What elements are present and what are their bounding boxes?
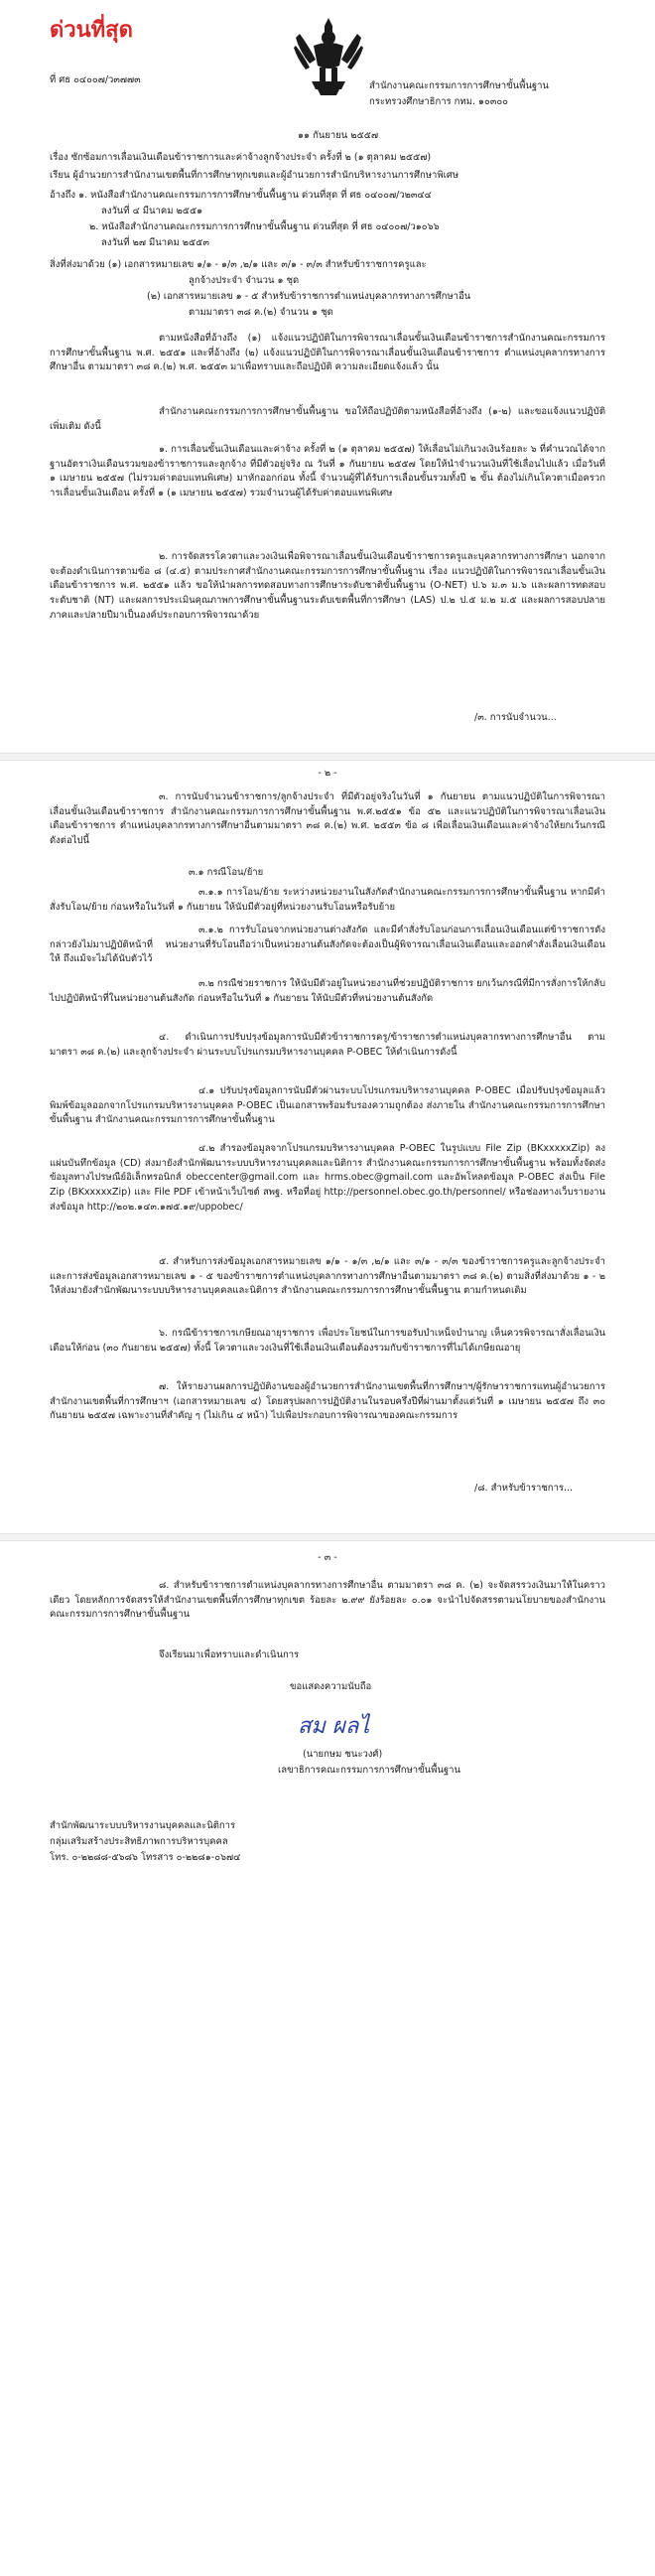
paragraph-item-4: ๔. ดำเนินการปรับปรุงข้อมูลการนับมีตัวข้าราชการครู/ข้าราชการตำแหน่งบุคลากรทางการศึกษาอื่น ตามมาตรา ๓๘ ค.(๒) และลูกจ้างประจำ ผ่านระบบโปรแกรมบริหารงานบุคคล P-OBEC ให้ดำเนินการดังนี้ — [50, 1032, 605, 1058]
page-break — [0, 753, 655, 761]
reference-1-date: ลงวันที่ ๔ มีนาคม ๒๕๕๑ — [101, 206, 203, 216]
signer-name: (นายกษม ชนะวงศ์) — [303, 1749, 383, 1760]
org-line-2: กระทรวงศึกษาธิการ กทม. ๑๐๓๐๐ — [369, 96, 508, 107]
department-line-1: สำนักพัฒนาระบบบริหารงานบุคคลและนิติการ — [50, 1820, 236, 1831]
enclosure-2: (๒) เอกสารหมายเลข ๑ - ๕ สำหรับข้าราชการตำแหน่งบุคลากรทางการศึกษาอื่น — [147, 291, 471, 302]
letter-date: ๑๑ กันยายน ๒๕๕๗ — [298, 130, 379, 141]
signature: สม ผลไ — [298, 1714, 370, 1739]
paragraph-item-1: ๑. การเลื่อนขั้นเงินเดือนและค่าจ้าง ครั้งที่ ๒ (๑ ตุลาคม ๒๕๕๗) ให้เลื่อนไม่เกินวงเงินร้อยละ ๖ ที่คำนวณได้จากฐานอัตราเงินเดือนรวมของข้าราชการและลูกจ้าง ที่มีตัวอยู่จริง ณ วันที่ ๑ กันยายน ๒๕๕๗ โดยให้นำจำนวนเงินที่ใช้เลื่อนไปแล้ว เมื่อวันที่ ๑ เมษายน ๒๕๕๗ (ไม่รวมค่าตอบแทนพิเศษ) มาหักออกก่อน ทั้งนี้ จำนวนผู้ที่ได้รับการเลื่อนขั้นรวมทั้งปี ๒ ขั้น ต้องไม่เกินโควตาเมื่อครวการเลื่อนขั้นเงินเดือน ครั้งที่ ๑ (๑ เมษายน ๒๕๕๗) รวมจำนวนผู้ได้รับค่าตอบแทนพิเศษ — [50, 444, 605, 500]
enclosure-1-qty: ลูกจ้างประจำ จำนวน ๑ ชุด — [189, 275, 300, 286]
paragraph-item-3: ๓. การนับจำนวนข้าราชการ/ลูกจ้างประจำ ที่มีตัวอยู่จริงในวันที่ ๑ กันยายน ตามแนวปฏิบัติในการพิจารณาเลื่อนขั้นเงินเดือนข้าราชการ สำนักงานคณะกรรมการการศึกษาขั้นพื้นฐาน พ.ศ.๒๕๕๑ ข้อ ๕๒ และแนวปฏิบัติในการพิจารณาเลื่อนเงินเดือนข้าราชการ ตำแหน่งบุคลากรทางการศึกษาอื่นตามมาตรา ๓๘ ค.(๒) พ.ศ. ๒๕๕๓ ข้อ ๘ เพื่อเลื่อนเงินเดือนและค่าจ้างให้ยกเว้นกรณี ดังต่อไปนี้ — [50, 791, 605, 847]
reference-1: อ้างถึง ๑. หนังสือสำนักงานคณะกรรมการการศึกษาขั้นพื้นฐาน ด่วนที่สุด ที่ ศธ ๐๔๐๐๗/ว๒๓๔๔ — [50, 190, 432, 201]
garuda-seal-icon — [294, 12, 363, 99]
paragraph-request: สำนักงานคณะกรรมการการศึกษาขั้นพื้นฐาน ขอให้ถือปฏิบัติตามหนังสือที่อ้างถึง (๑-๒) และขอแจ้งแนวปฏิบัติเพิ่มเติม ดังนี้ — [50, 406, 605, 432]
signer-title: เลขาธิการคณะกรรมการการศึกษาขั้นพื้นฐาน — [278, 1765, 460, 1776]
page-number-3: - ๓ - — [318, 1552, 337, 1563]
continued-marker-2: /๘. สำหรับข้าราชการ... — [474, 1483, 574, 1494]
section-3-1-1: ๓.๑.๑ การโอน/ย้าย ระหว่างหน่วยงานในสังกัดสำนักงานคณะกรรมการการศึกษาขั้นพื้นฐาน หากมีคำสั่งรับโอน/ย้าย ก่อนหรือในวันที่ ๑ กันยายน ให้นับมีตัวอยู่ที่หน่วยงานรับโอนหรือรับย้าย — [50, 887, 605, 913]
paragraph-item-6: ๖. กรณีข้าราชการเกษียณอายุราชการ เพื่อประโยชน์ในการขอรับบำเหน็จบำนาญ เห็นควรพิจารณาสั่งเลื่อนเงินเดือนให้ก่อน (๓๐ กันยายน ๒๕๕๗) ทั้งนี้ โควตาและวงเงินที่ใช้เลื่อนเงินเดือนต้องรวมกับข้าราชการที่ไม่ได้เกษียณอายุ — [50, 1328, 605, 1354]
reference-2: ๒. หนังสือสำนักงานคณะกรรมการการศึกษาขั้นพื้นฐาน ด่วนที่สุด ที่ ศธ ๐๔๐๐๗/ว๑๐๖๖ — [89, 221, 440, 232]
page-break-2 — [0, 1533, 655, 1541]
paragraph-item-2: ๒. การจัดสรรโควตาและวงเงินเพื่อพิจารณาเลื่อนขั้นเงินเดือนข้าราชการครูและบุคลากรทางการศึกษา นอกจากจะต้องดำเนินการตามข้อ ๘ (๔.๕) ตามประกาศสำนักงานคณะกรรมการการศึกษาขั้นพื้นฐาน เรื่อง แนวปฏิบัติในการพิจารณาเลื่อนขั้นเงินเดือนข้าราชการ พ.ศ. ๒๕๕๑ แล้ว ขอให้นำผลการทดสอบทางการศึกษาระดับชาติขั้นพื้นฐาน (O-NET) ป.๖ ม.๓ ม.๖ และผลการทดสอบระดับชาติ (NT) และผลการประเมินคุณภาพการศึกษาขั้นพื้นฐานระดับเขตพื้นที่การศึกษา (LAS) ป.๒ ป.๕ ม.๒ ม.๕ และผลการสอบปลายภาคและปลายปีมาเป็นองค์ประกอบการพิจารณาด้วย — [50, 551, 605, 621]
page-number: - ๒ - — [318, 768, 337, 779]
enclosure-2-qty: ตามมาตรา ๓๘ ค.(๒) จำนวน ๑ ชุด — [189, 307, 333, 318]
reference-2-date: ลงวันที่ ๒๗ มีนาคม ๒๕๕๓ — [101, 237, 209, 248]
org-line-1: สำนักงานคณะกรรมการการศึกษาขั้นพื้นฐาน — [369, 80, 549, 91]
department-line-2: กลุ่มเสริมสร้างประสิทธิภาพการบริหารบุคคล — [50, 1836, 228, 1847]
section-3-1: ๓.๑ กรณีโอน/ย้าย — [189, 867, 264, 878]
contact-phone: โทร. ๐-๒๒๘๘-๕๖๘๖ โทรสาร ๐-๒๒๘๑-๐๖๗๔ — [50, 1852, 241, 1863]
enclosure-1: สิ่งที่ส่งมาด้วย (๑) เอกสารหมายเลข ๑/๑ - ๑/๓ ,๒/๑ และ ๓/๑ - ๓/๓ สำหรับข้าราชการครูและ — [50, 259, 427, 270]
paragraph-background: ตามหนังสือที่อ้างถึง (๑) แจ้งแนวปฏิบัติในการพิจารณาเลื่อนขั้นเงินเดือนข้าราชการสำนักงานคณะกรรมการการศึกษาขั้นพื้นฐาน พ.ศ. ๒๕๕๑ และที่อ้างถึง (๒) แจ้งแนวปฏิบัติในการพิจารณาเลื่อนขั้นเงินเดือนข้าราชการ ตำแหน่งบุคลากรทางการศึกษาอื่น ตามมาตรา ๓๘ ค.(๒) พ.ศ. ๒๕๕๓ มาเพื่อทราบและถือปฏิบัติ ความละเอียดแจ้งแล้ว นั้น — [50, 333, 605, 373]
to-line: เรียน ผู้อำนวยการสำนักงานเขตพื้นที่การศึกษาทุกเขตและผู้อำนวยการสำนักบริหารงานการศึกษาพิเศษ — [50, 170, 459, 181]
doc-number: ที่ ศธ ๐๔๐๐๗/ว๓๗๗๓ — [50, 74, 141, 85]
subject-line: เรื่อง ซักซ้อมการเลื่อนเงินเดือนข้าราชการและค่าจ้างลูกจ้างประจำ ครั้งที่ ๒ (๑ ตุลาคม ๒๕๕๗) — [50, 152, 432, 163]
section-4-1: ๔.๑ ปรับปรุงข้อมูลการนับมีตัวผ่านระบบโปรแกรมบริหารงานบุคคล P-OBEC เมื่อปรับปรุงข้อมูลแล้ว พิมพ์ข้อมูลออกจากโปรแกรมบริหารงานบุคคล P-OBEC เป็นเอกสารพร้อมรับรองความถูกต้อง ส่งภายใน สำนักงานคณะกรรมการการศึกษาขั้นพื้นฐาน สำนักงานคณะกรรมการการศึกษาขั้นพื้นฐาน — [50, 1085, 605, 1126]
regards-line: ขอแสดงความนับถือ — [290, 1681, 372, 1692]
urgent-label: ด่วนที่สุด — [50, 18, 133, 43]
paragraph-item-7: ๗. ให้รายงานผลการปฏิบัติงานของผู้อำนวยการสำนักงานเขตพื้นที่การศึกษาฯ/ผู้รักษาราชการแทนผู้อำนวยการสำนักงานเขตพื้นที่การศึกษาฯ (เอกสารหมายเลข ๔) โดยสรุปผลการปฏิบัติงานในรอบครึ่งปีที่ผ่านมาตั้งแต่วันที่ ๑ เมษายน ๒๕๕๗ ถึง ๓๐ กันยายน ๒๕๕๗ เฉพาะงานที่สำคัญ ๆ (ไม่เกิน ๔ หน้า) ไปเพื่อประกอบการพิจารณาของคณะกรรมการ — [50, 1381, 605, 1422]
closing-line: จึงเรียนมาเพื่อทราบและดำเนินการ — [159, 1649, 300, 1660]
continued-marker: /๓. การนับจำนวน... — [474, 712, 557, 723]
section-3-1-2: ๓.๑.๒ การรับโอนจากหน่วยงานต่างสังกัด และมีคำสั่งรับโอนก่อนการเลื่อนเงินเดือนแต่ข้าราชการดังกล่าวยังไม่มาปฏิบัติหน้าที่ หน่วยงานที่รับโอนถือว่าเป็นหน่วยงานต้นสังกัดจะต้องเป็นผู้พิจารณาเลื่อนเงินเดือนและออกคำสั่งเลื่อนเงินเดือนให้ ถึงแม้จะไม่ได้นับตัวไว้ — [50, 925, 605, 965]
section-4-2: ๔.๒ สำรองข้อมูลจากโปรแกรมบริหารงานบุคคล P-OBEC ในรูปแบบ File Zip (BKxxxxxZip) ลงแผ่นบันทึกข้อมูล (CD) ส่งมายังสำนักพัฒนาระบบบริหารงานบุคคลและนิติการ สำนักงานคณะกรรมการการศึกษาขั้นพื้นฐาน พร้อมทั้งจัดส่งข้อมูลทางไปรษณีย์อิเล็กทรอนิกส์ obeccenter@gmail.com และ hrms.obec@gmail.com และอัพโหลดข้อมูล P-OBEC ส่งเป็น File Zip (BKxxxxxZip) และ File PDF เข้าหน้าเว็บไซต์ สพฐ. หรือที่อยู่ http://personnel.obec.go.th/personnel/ หรือช่องทางเว็บรายงานส่งข้อมูล http://๒๐๒.๑๔๓.๑๗๕.๑๙/uppobec/ — [50, 1143, 605, 1213]
paragraph-item-8: ๘. สำหรับข้าราชการตำแหน่งบุคลากรทางการศึกษาอื่น ตามมาตรา ๓๘ ค. (๒) จะจัดสรรวงเงินมาให้ในคราวเดียว โดยหลักการจัดสรรให้สำนักงานเขตพื้นที่การศึกษาทุกเขต ร้อยละ ๒.๙๙ ยังร้อยละ ๐.๐๑ จะนำไปจัดสรรตามนโยบายของสำนักงานคณะกรรมการการศึกษาขั้นพื้นฐาน — [50, 1580, 605, 1621]
section-3-2: ๓.๒ กรณีช่วยราชการ ให้นับมีตัวอยู่ในหน่วยงานที่ช่วยปฏิบัติราชการ ยกเว้นกรณีที่มีการสั่งการให้กลับไปปฏิบัติหน้าที่ในหน่วยงานต้นสังกัด ก่อนหรือในวันที่ ๑ กันยายน ให้นับมีตัวที่หน่วยงานต้นสังกัด — [50, 978, 605, 1004]
paragraph-item-5: ๕. สำหรับการส่งข้อมูลเอกสารหมายเลข ๑/๑ - ๑/๓ ,๒/๑ และ ๓/๑ - ๓/๓ ของข้าราชการครูและลูกจ้างประจำ และการส่งข้อมูลเอกสารหมายเลข ๑ - ๕ ของข้าราชการตำแหน่งบุคลากรทางการศึกษาอื่นตามมาตรา ๓๘ ค.(๒) ตามสิ่งที่ส่งมาด้วย ๑ - ๒ ให้ส่งมายังสำนักพัฒนาระบบบริหารงานบุคคลและนิติการ สำนักงานคณะกรรมการการศึกษาขั้นพื้นฐาน ตามกำหนดเดิม — [50, 1256, 605, 1297]
